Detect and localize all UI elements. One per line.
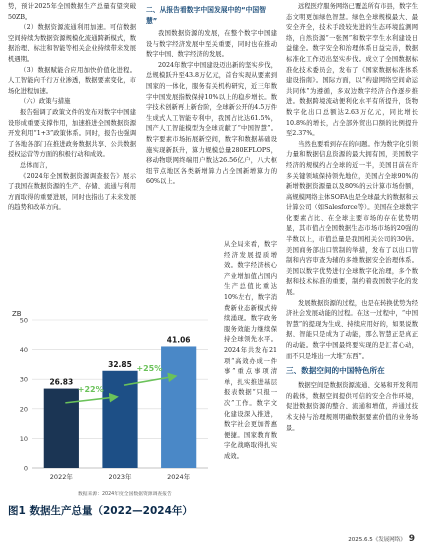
page-footer (348, 534, 415, 544)
mid-paragraph-2: 2024年数字中国建设迈出新的坚实步伐，总规模跃升至43.8万亿元，首台实现从要素到国家的一体化，服务有关机构研究，近三年数字中国发展指数保持10%以上的稳步增长。数字技术创新再上新台阶，全球新公开的4.5万件生成式人工智能专利中，我国占比达61.5%，国产人工智能模型为全球贡献了“中国智慧”。数字要素市场拓展新空间，数字和数据基础设施实现新跃升，算力规模总量280EFLOPS，移动物联网终端用户数达26.56亿户，八大枢纽节点地区各类新增算力占全国新增算力的60%以上。 (146, 61, 277, 186)
data-volume-chart (8, 306, 216, 492)
chart-svg (8, 306, 216, 492)
bar-value-label: 41.06 (166, 335, 191, 345)
right-paragraph-2: 当然也要看到存在的问题。作为数字化引领力量和数据信息资源的最大拥有国，美国数字经济的规模约占全球的近一半，美国目前在许多关键领域保持领先地位，美国占全球90%的新增数据资源量以及80%的云计算市场份额，高规模网络主体SOFA也是全球最大的数据和云计算公司（如Salesforce等）。美国在全球数字化要素占比、在全球主要市场的存在优势明显，其市值占全国数据生态市场市场的20强的半数以上，市值总量是我国相关公司的30倍。美国商务部出口管制的举措，发布了以出口管制和内容审查为辅的多维数据安全治理体系。美国以数字优势进行全球数字化治理，多个数据和技术标准的重要，制约着我国数字化的发展。 (286, 140, 418, 297)
figure-caption: 图1 数据生产总量（2022—2024年） (8, 505, 193, 517)
y-tick-label: 40 (19, 346, 28, 355)
bar (102, 371, 137, 468)
right-paragraph-1: 远程医疗服务网络已覆盖所有市县，数字生态文明更加绿色智慧。绿色全球规模最大、最安全齐全，技术手段较先进的生态环境监测网络，自然资源“一张图”和数字孪生水利建设日益健全。数字安全和治理体系日益完善，数据标准化工作迈出坚实步伐。成立了全国数据标准化技术委员会，发布了《国家数据标准体系建设指南》。国际方面，以“构建网络空间命运共同体”为遵循，多双边数字经济合作逐步推进。数据跨境流动便利化水平有所提升，货物数字化出口总额达2.63万亿元，同比增长10.8%的增长，占全部外贸出口额的比例提升至2.37%。 (286, 3, 418, 138)
y-tick-label: 10 (19, 434, 28, 443)
bar-value-label: 32.85 (108, 359, 132, 369)
page-number: 9 (408, 534, 415, 544)
x-tick-label: 2022年 (49, 473, 73, 481)
right-column (286, 2, 418, 434)
right-paragraph-3: 发展数据资源的过程，也是在转换优势为经济社会发展动能的过程。在这一过程中，“中国智慧”的提现为生成、持续应用好的，如果说数据、智能只是成为了动能，那么智慧正是真正的动能。数字中国最终要实现的是汇者心动，而不只是堆出一大堆“东西”。 (286, 299, 418, 360)
x-tick-label: 2023年 (108, 473, 132, 481)
mid-paragraph-1: 我国数据资源的发展，在整个数字中国建设与数字经济发展中至关重要，同时也在推动数字中国、数字经济的发展。 (146, 30, 277, 59)
y-tick-label: 30 (19, 375, 28, 384)
bar (161, 346, 196, 468)
x-tick-label: 2024年 (167, 473, 191, 481)
right-paragraph-4: 数据空间是数据资源流通、交易和开发利用的载体，数据空间提供可信的安全合作环境，促进数据资源的整合、流通和增值，并通过技术支持与治理规则明确数据要素价值的业务场景。 (286, 382, 418, 432)
chart-source: 数据来源：2024年度全国数据资源调查报告 (78, 492, 172, 497)
y-unit-label: ZB (12, 310, 22, 318)
wrapped-paragraph-text: 从全局来看，数字经济发展提质增效。数字经济核心产业增加值占国内生产总值比重达10%左右，数字消费新业态新模式持续涌现。数字政务服务效能力继续保持全球领先水平。2024年共发布21项“高效办成一件事”重点事项清单，扎实推进基层报表数据“只报一次”工作。数字文化建设深入推进，数字社会更加普惠便捷。国家教育数字化战略取得扎实成效。 (224, 241, 277, 460)
growth-label: +25% (136, 364, 163, 374)
summary-lead: 总体而言， (20, 161, 52, 169)
y-tick-label: 0 (23, 464, 28, 473)
bar (44, 389, 79, 468)
left-paragraph-5: 《2024年全国数据资源调查报告》展示了我国在数据资源的生产、存储、流通与利用方面取得的重要进展，同时也指出了未来发展的趋势和改革方向。 (8, 172, 136, 212)
left-column (8, 2, 136, 214)
middle-column (146, 2, 277, 188)
y-tick-label: 50 (19, 316, 28, 325)
left-paragraph-3: （3）数据赋能合应用加快价值化进程。人工智能向千行万业渗透，数据要素变化，市场化进程加速。 (8, 66, 136, 95)
wrapped-paragraph (224, 240, 277, 462)
bar-value-label: 26.83 (49, 377, 74, 387)
policy-subheading: （六）政策与措施 (20, 98, 71, 106)
growth-label: +22% (77, 384, 104, 394)
y-tick-label: 20 (19, 405, 28, 414)
issue-label: 2025.6.5《发展网络》 (348, 537, 406, 543)
section-two-heading: 二、从报告看数字中国发展中的“中国智慧” (146, 6, 267, 25)
left-paragraph-4: 报告强调了政策文件的发布对数字中国建设形成重要支撑作用，加速推进全国数据资源开发利用“1+3”政策体系。同时，报告也强调了各地各部门在推进政务数据共享、公共数据授权运营等方面的积极行动和成效。 (8, 108, 136, 159)
left-paragraph-2: （2）数据资源流通利用加速。可信数据空间持续为数据资源规模化流通跨新模式，数据治理、标注和智能等相关企业持续带来发展机遇期。 (8, 24, 136, 63)
section-three-heading: 三、数据空间的中国特色所在 (286, 366, 385, 376)
left-paragraph-1: 势，预计2025年全国数据生产总量有望突破50ZB。 (8, 3, 136, 21)
